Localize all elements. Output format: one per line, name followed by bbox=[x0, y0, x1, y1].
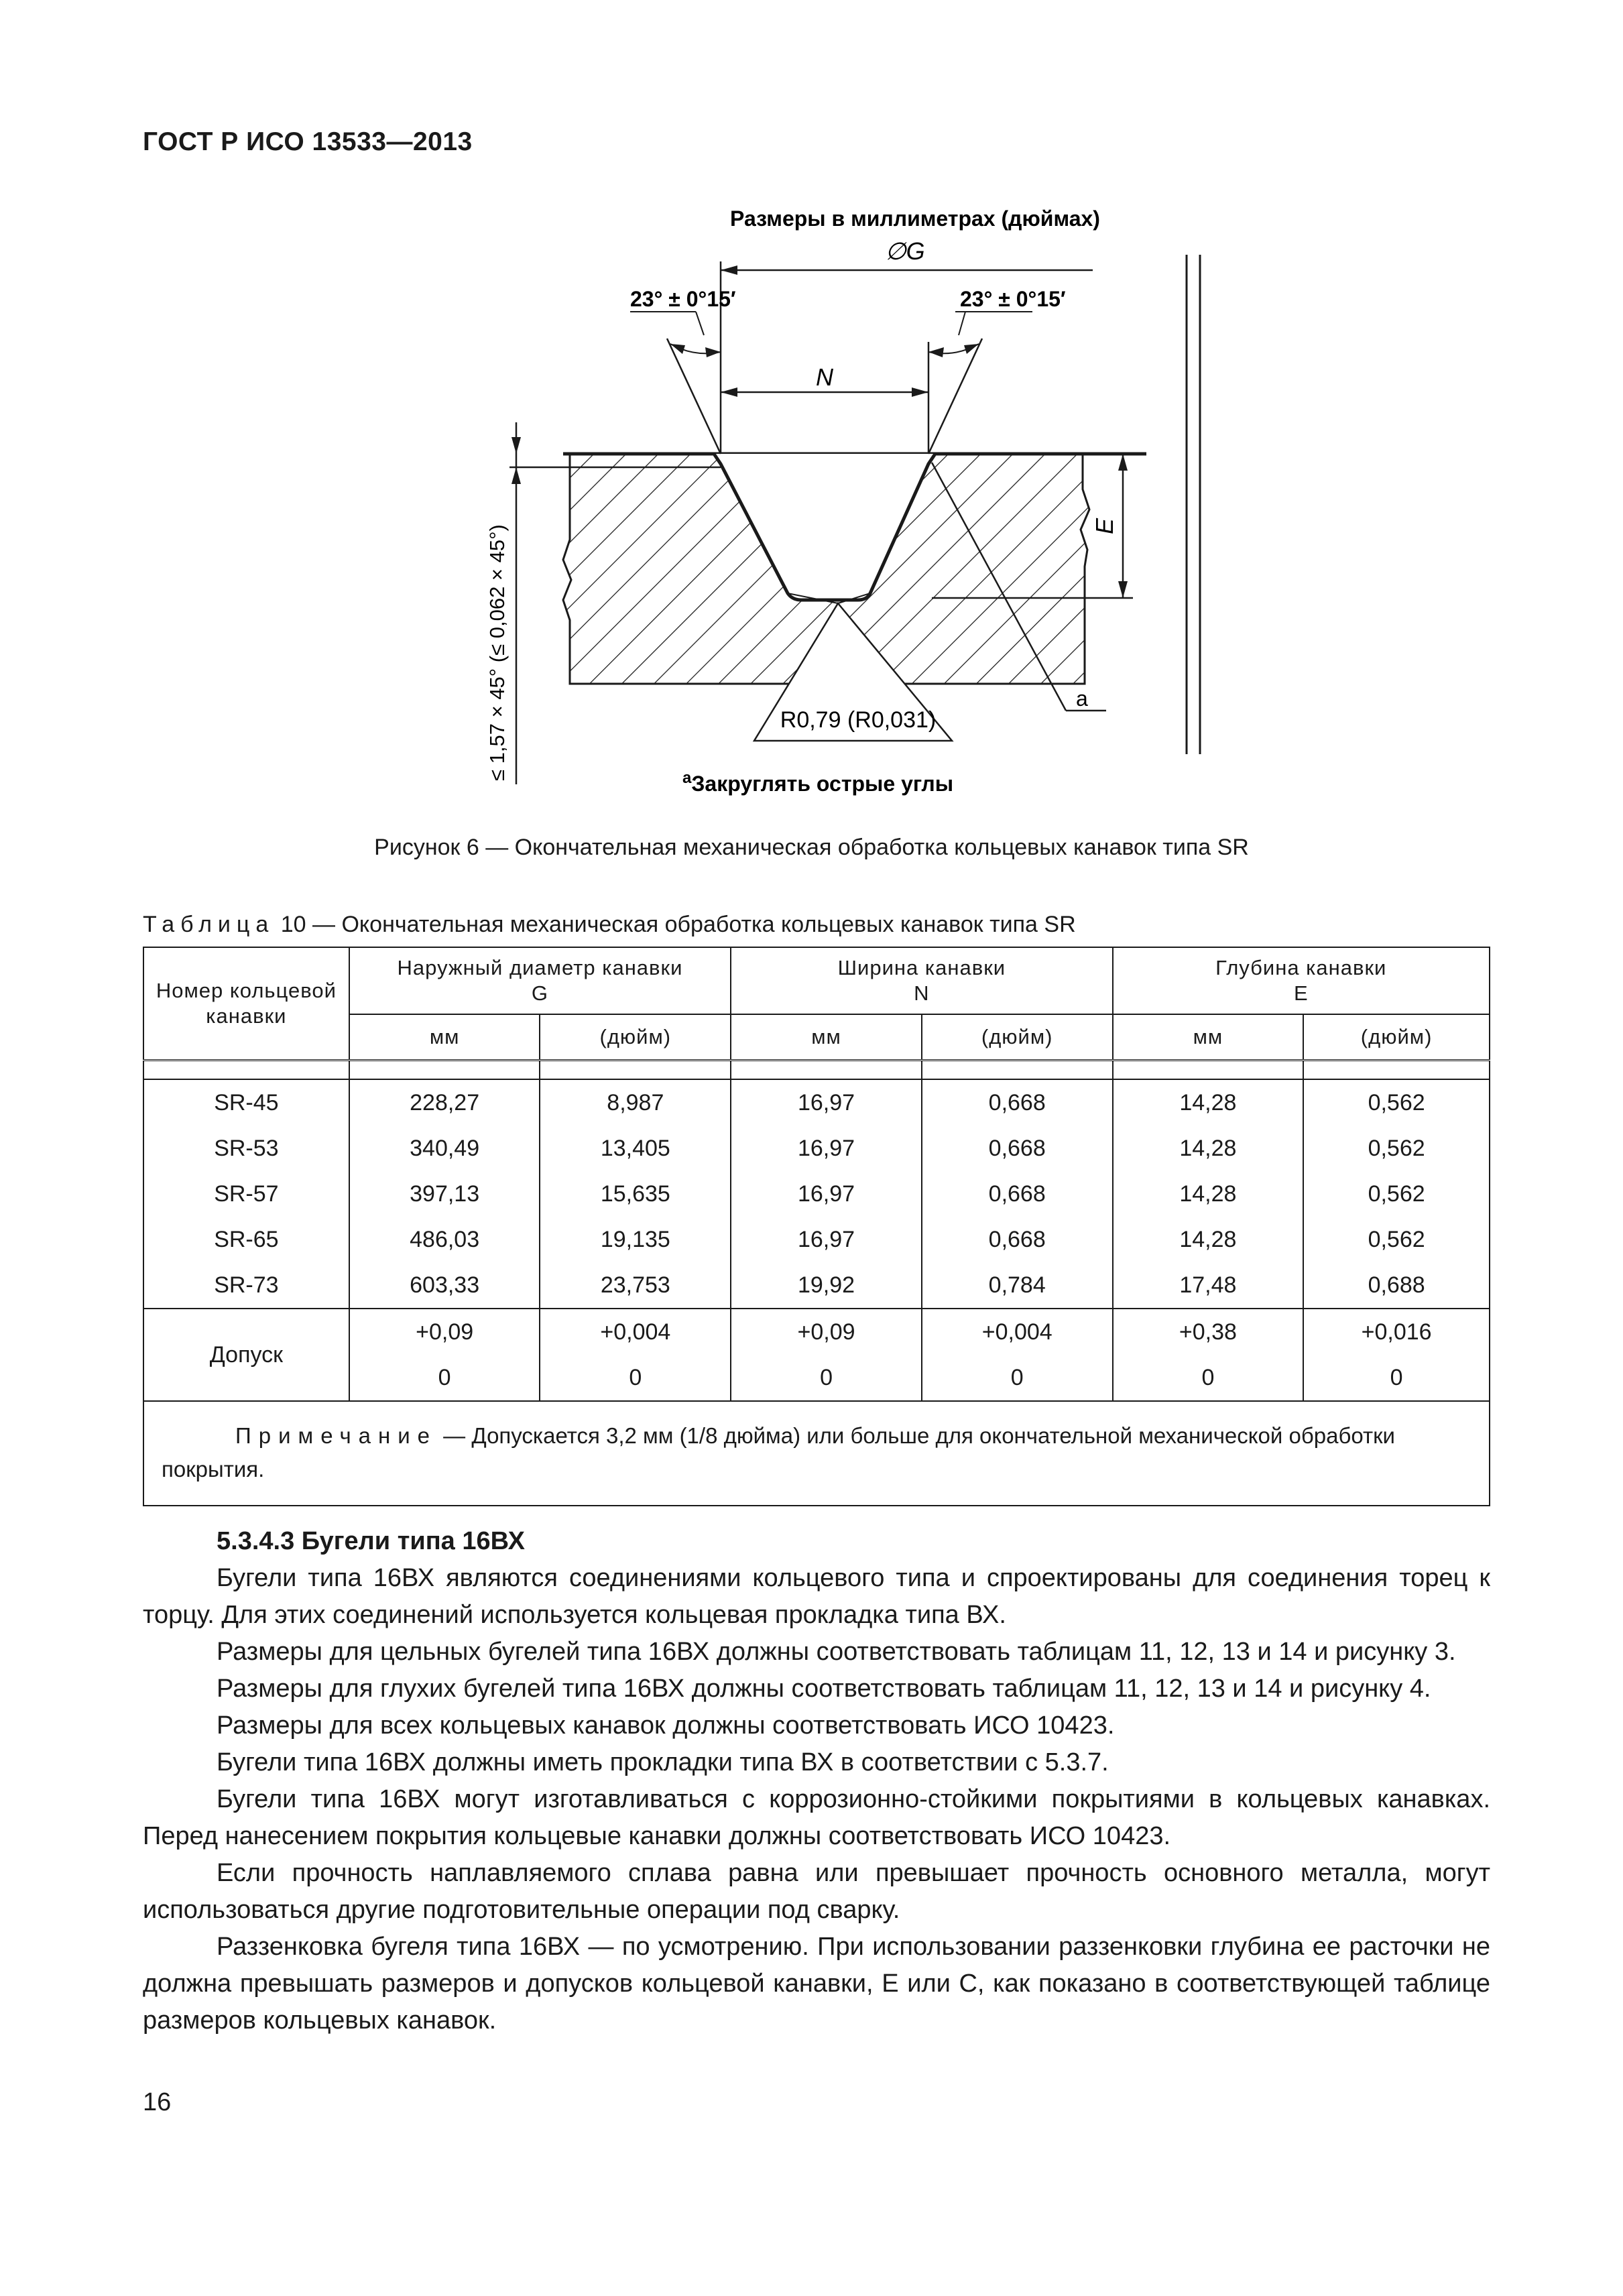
footnote-text: Закруглять острые углы bbox=[691, 772, 954, 796]
paragraph: Размеры для глухих бугелей типа 16ВХ должны соответствовать таблицам 11, 12, 13 и 14 и рисунку 4. bbox=[217, 1675, 1431, 1703]
tolerance-row: Допуск +0,09 0 +0,004 0 +0,09 0 +0,004 0 +0,38 0 +0,016 0 bbox=[143, 1309, 1490, 1401]
unit-g-in: (дюйм) bbox=[540, 1014, 731, 1061]
width-label: N bbox=[816, 363, 833, 391]
paragraph: Раззенковка бугеля типа 16ВХ — по усмотрению. При использовании раззенковки глубина ее расточки не должна превышать размеров и допусков кольцевой канавки, E или C, как показано в соответствующей таблице размеров кольцевых канавок. bbox=[143, 1933, 1490, 2035]
table-row: SR-65 486,03 19,135 16,97 0,668 14,28 0,562 bbox=[143, 1217, 1490, 1262]
unit-n-in: (дюйм) bbox=[922, 1014, 1113, 1061]
figure-caption: Рисунок 6 — Окончательная механическая обработка кольцевых канавок типа SR bbox=[374, 835, 1249, 860]
section-heading: 5.3.4.3 Бугели типа 16ВХ bbox=[217, 1527, 525, 1555]
header-g: Наружный диаметр канавки G bbox=[349, 947, 731, 1014]
groove-figure bbox=[469, 191, 1220, 814]
radius-label: R0,79 (R0,031) bbox=[780, 707, 937, 733]
document-code: ГОСТ Р ИСО 13533—2013 bbox=[143, 127, 473, 156]
angle-line-right bbox=[928, 339, 982, 454]
width-arrow-right bbox=[912, 387, 928, 397]
leader-a-label: a bbox=[1076, 686, 1088, 711]
angle-line-left bbox=[667, 339, 721, 454]
header-e: Глубина канавки E bbox=[1113, 947, 1490, 1014]
depth-label: E bbox=[1091, 518, 1118, 535]
paragraph: Бугели типа 16ВХ являются соединениями кольцевого типа и спроектированы для соединения торец к торцу. Для этих соединений используется кольцевая прокладка типа ВХ. bbox=[143, 1564, 1490, 1629]
diameter-label: ∅G bbox=[885, 237, 925, 265]
unit-e-in: (дюйм) bbox=[1303, 1014, 1490, 1061]
unit-e-mm: мм bbox=[1113, 1014, 1304, 1061]
svg-text:aЗакруглять острые углы bbox=[682, 769, 953, 796]
paragraph: Размеры для всех кольцевых канавок должны соответствовать ИСО 10423. bbox=[217, 1711, 1115, 1740]
units-note: Размеры в миллиметрах (дюймах) bbox=[730, 206, 1100, 231]
angle-label-left: 23° ± 0°15′ bbox=[630, 287, 736, 311]
chamfer-label: ≤ 1,57 × 45° (≤ 0,062 × 45°) bbox=[485, 524, 509, 781]
header-n: Ширина канавки N bbox=[731, 947, 1112, 1014]
table-row: SR-73 603,33 23,753 19,92 0,784 17,48 0,688 bbox=[143, 1262, 1490, 1309]
groove-table bbox=[143, 947, 1490, 1506]
unit-g-mm: мм bbox=[349, 1014, 540, 1061]
paragraph: Бугели типа 16ВХ могут изготавливаться с коррозионно-стойкими покрытиями в кольцевых канавках. Перед нанесением покрытия кольцевые канавки должны соответствовать ИСО 10423. bbox=[143, 1785, 1490, 1850]
table-row: SR-57 397,13 15,635 16,97 0,668 14,28 0,562 bbox=[143, 1171, 1490, 1217]
page-number: 16 bbox=[143, 2088, 172, 2116]
table-row: SR-53 340,49 13,405 16,97 0,668 14,28 0,562 bbox=[143, 1126, 1490, 1171]
angle-label-right: 23° ± 0°15′ bbox=[960, 287, 1066, 311]
footnote-mark: a bbox=[682, 769, 692, 787]
paragraph: Если прочность наплавляемого сплава равна или превышает прочность основного металла, могут использоваться другие подготовительные операции под сварку. bbox=[143, 1859, 1490, 1924]
width-arrow-left bbox=[721, 387, 737, 397]
table-title: Таблица 10 — Окончательная механическая обработка кольцевых канавок типа SR bbox=[143, 912, 1076, 937]
diameter-arrow bbox=[721, 265, 737, 275]
unit-n-mm: мм bbox=[731, 1014, 922, 1061]
table-row: SR-45 228,27 8,987 16,97 0,668 14,28 0,562 bbox=[143, 1079, 1490, 1126]
header-number: Номер кольцевой канавки bbox=[143, 947, 349, 1061]
paragraph: Бугели типа 16ВХ должны иметь прокладки типа ВХ в соответствии с 5.3.7. bbox=[217, 1748, 1109, 1776]
table-note: Примечание — Допускается 3,2 мм (1/8 дюйма) или больше для окончательной механической обработки покрытия. bbox=[143, 1401, 1490, 1506]
paragraph: Размеры для цельных бугелей типа 16ВХ должны соответствовать таблицам 11, 12, 13 и 14 и рисунку 3. bbox=[217, 1638, 1456, 1666]
section-content bbox=[143, 1523, 1490, 2039]
